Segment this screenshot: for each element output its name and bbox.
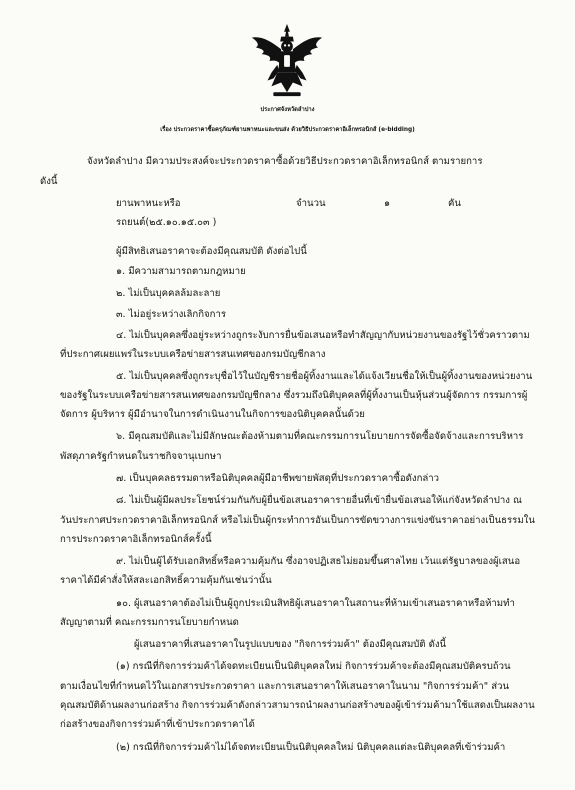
qualification-5-line-1: ๕. ไม่เป็นบุคคลซึ่งถูกระบุชื่อไว้ในบัญชีรายชื่อผู้ทิ้งงานและได้แจ้งเวียนชื่อให้เป็นผู้ทิ้งงานของหน่วยงาน [116, 371, 533, 382]
announcement-subject: เรื่อง ประกวดราคาซื้อครุภัณฑ์ยานพาหนะและขนส่ง ด้วยวิธีประกวดราคาอิเล็กทรอนิกส์ (e-bidding) [160, 127, 415, 133]
garuda-seal [248, 22, 326, 100]
qualification-7: ๗. เป็นบุคคลธรรมดาหรือนิติบุคคลผู้มีอาชีพขายพัสดุที่ประกวดราคาซื้อดังกล่าว [116, 473, 440, 484]
qualification-5-line-3: จัดการ ผู้บริหาร ผู้มีอำนาจในการดำเนินงานในกิจการของนิติบุคคลนั้นด้วย [60, 409, 365, 420]
item-qty: ๑ [384, 198, 391, 209]
intro-line-1: จังหวัดลำปาง มีความประสงค์จะประกวดราคาซื้อด้วยวิธีประกวดราคาอิเล็กทรอนิกส์ ตามรายการ [87, 156, 483, 167]
item-unit: คัน [448, 198, 461, 209]
qualification-2: ๒. ไม่เป็นบุคคลล้มละลาย [116, 288, 221, 299]
qualification-6-line-2: พัสดุภาครัฐกำหนดในราชกิจจานุเบกษา [60, 451, 222, 462]
joint-venture-1-line-1: (๑) กรณีที่กิจการร่วมค้าได้จดทะเบียนเป็นนิติบุคคลใหม่ กิจการร่วมค้าจะต้องมีคุณสมบัติครบถ้วน [116, 661, 511, 672]
qualification-8-line-1: ๘. ไม่เป็นผู้มีผลประโยชน์ร่วมกันกับผู้ยื่นข้อเสนอราคารายอื่นที่เข้ายื่นข้อเสนอให้แก่จังหวัดลำปาง ณ [116, 495, 522, 506]
joint-venture-1-line-4: ก่อสร้างของกิจการร่วมค้าที่เข้าประกวดราคาได้ [60, 719, 255, 730]
item-name: ยานพาหนะหรือ [116, 198, 181, 209]
qualification-9-line-1: ๙. ไม่เป็นผู้ได้รับเอกสิทธิ์หรือความคุ้มกัน ซึ่งอาจปฏิเสธไม่ยอมขึ้นศาลไทย เว้นแต่รัฐบาลของผู้เสนอ [116, 556, 521, 567]
joint-venture-2-line-1: (๒) กรณีที่กิจการร่วมค้าไม่ได้จดทะเบียนเป็นนิติบุคคลใหม่ นิติบุคคลแต่ละนิติบุคคลที่เข้าร่วมค้า [116, 742, 506, 753]
qualifications-heading: ผู้มีสิทธิเสนอราคาจะต้องมีคุณสมบัติ ดังต่อไปนี้ [116, 246, 307, 257]
joint-venture-1-line-2: ตามเงื่อนไขที่กำหนดไว้ในเอกสารประกวดราคา และการเสนอราคาให้เสนอราคาในนาม "กิจการร่วมค้า" ส่วน [60, 681, 510, 692]
announcement-title: ประกาศจังหวัดลำปาง [260, 107, 315, 113]
item-name-code: รถยนต์(๒๕.๑๐.๑๕.๐๓ ) [116, 217, 217, 228]
joint-venture-1-line-3: คุณสมบัติด้านผลงานก่อสร้าง กิจการร่วมค้าดังกล่าวสามารถนำผลงานก่อสร้างของผู้เข้าร่วมค้ามาใช้แสดงเป็นผลงาน [60, 700, 535, 711]
qualification-8-line-3: การประกวดราคาอิเล็กทรอนิกส์ครั้งนี้ [60, 534, 212, 545]
qualification-6-line-1: ๖. มีคุณสมบัติและไม่มีลักษณะต้องห้ามตามที่คณะกรรมการนโยบายการจัดซื้อจัดจ้างและการบริหาร [116, 431, 524, 442]
joint-venture-heading: ผู้เสนอราคาที่เสนอราคาในรูปแบบของ "กิจการร่วมค้า" ต้องมีคุณสมบัติ ดังนี้ [134, 639, 447, 650]
item-qty-label: จำนวน [296, 198, 326, 209]
qualification-8-line-2: วันประกาศประกวดราคาอิเล็กทรอนิกส์ หรือไม่เป็นผู้กระทำการอันเป็นการขัดขวางการแข่งขันราคาอย่างเป็นธรรมใน [60, 515, 535, 526]
qualification-1: ๑. มีความสามารถตามกฎหมาย [116, 266, 246, 277]
qualification-4-line-1: ๔. ไม่เป็นบุคคลซึ่งอยู่ระหว่างถูกระงับการยื่นข้อเสนอหรือทำสัญญากับหน่วยงานของรัฐไว้ชั่วคราวตาม [116, 330, 530, 341]
intro-line-2: ดังนี้ [40, 176, 58, 187]
qualification-9-line-2: ราคาได้มีคำสั่งให้สละเอกสิทธิ์ความคุ้มกันเช่นว่านั้น [60, 575, 272, 586]
qualification-5-line-2: ของรัฐในระบบเครือข่ายสารสนเทศของกรมบัญชีกลาง ซึ่งรวมถึงนิติบุคคลที่ผู้ทิ้งงานเป็นหุ้นส่วนผู้จัดการ กรรมการผู้ [60, 390, 528, 401]
qualification-3: ๓. ไม่อยู่ระหว่างเลิกกิจการ [116, 309, 227, 320]
qualification-10-line-1: ๑๐. ผู้เสนอราคาต้องไม่เป็นผู้ถูกประเมินสิทธิผู้เสนอราคาในสถานะที่ห้ามเข้าเสนอราคาหรือห้ามทำ [116, 598, 515, 609]
qualification-4-line-2: ที่ประกาศเผยแพร่ในระบบเครือข่ายสารสนเทศของกรมบัญชีกลาง [60, 349, 326, 360]
qualification-10-line-2: สัญญาตามที่ คณะกรรมการนโยบายกำหนด [60, 617, 239, 628]
